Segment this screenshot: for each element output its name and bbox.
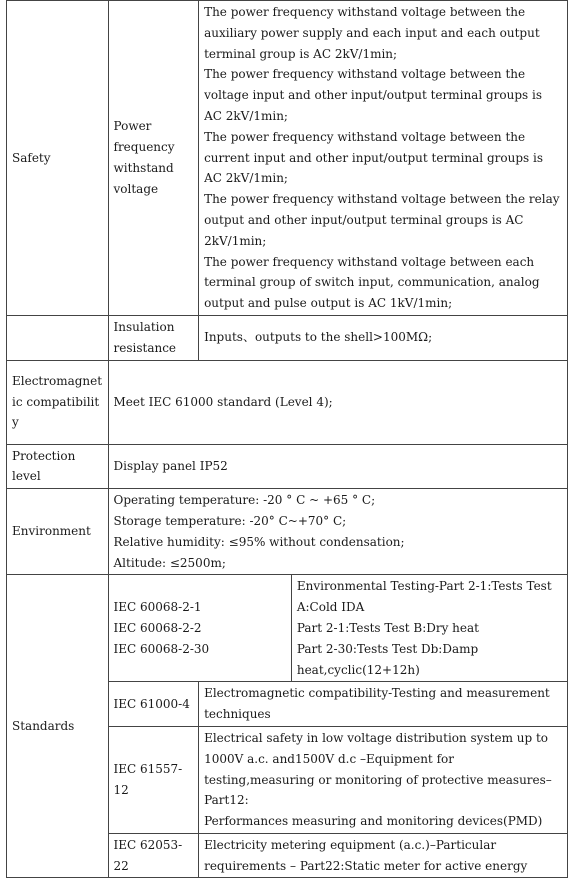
iec60068-codes [108,575,291,682]
standard-code: IEC 60068-2-30 [113,641,210,656]
category-protection: Protection level [7,444,109,489]
standard-code: IEC 60068-2-2 [113,620,202,635]
environment-line: Relative humidity: ≤95% without condensation; [113,534,405,549]
table-row [7,360,568,444]
iec62053-code: IEC 62053-22 [108,833,199,878]
category-environment: Environment [7,489,109,575]
environment-line: Storage temperature: -20° C~+70° C; [113,513,347,528]
table-row [7,315,568,360]
safety-description [199,1,568,316]
iec60068-description [291,575,567,682]
sub-insulation-resistance: Insulation resistance [108,315,199,360]
standard-desc-line: Part 2-30:Tests Test Db:Damp heat,cyclic(12+12h) [296,641,479,677]
standard-desc-line: Environmental Testing-Part 2-1:Tests Test A:Cold IDA [296,579,552,615]
category-safety: Safety [7,1,109,316]
emc-value: Meet IEC 61000 standard (Level 4); [108,360,568,444]
category-standards: Standards [7,575,109,878]
insulation-value: Inputs、outputs to the shell>100MΩ; [199,315,568,360]
iec62053-description: Electricity metering equipment (a.c.)–Particular requirements – Part22:Static meter for active energy [199,833,568,878]
protection-value: Display panel IP52 [108,444,568,489]
iec61000-description: Electromagnetic compatibility-Testing and measurement techniques [199,682,568,727]
iec61557-code: IEC 61557-12 [108,726,199,833]
standard-desc-line: Part 2-1:Tests Test B:Dry heat [296,620,479,635]
iec61557-description [199,726,568,833]
safety-line: The power frequency withstand voltage between each terminal group of switch input, communication, analog output and pulse output is AC 1kV/1min; [204,254,540,311]
standard-desc-line: Electrical safety in low voltage distribution system up to 1000V a.c. and1500V d.c –Equipment for testing,measuring or monitoring of protective measures– Part12: [204,730,552,808]
sub-power-frequency: Power frequency withstand voltage [108,1,199,316]
table-row [7,1,568,316]
iec61000-code: IEC 61000-4 [108,682,199,727]
safety-line: The power frequency withstand voltage between the auxiliary power supply and each input and each output terminal group is AC 2kV/1min; [204,5,540,61]
environment-line: Operating temperature: -20 ° C ~ +65 ° C; [113,493,376,508]
safety-line: The power frequency withstand voltage between the current input and other input/output terminal groups is AC 2kV/1min; [204,129,543,186]
environment-line: Altitude: ≤2500m; [113,555,226,570]
table-row [7,575,568,682]
spec-table [6,0,568,878]
table-row [7,489,568,575]
empty-cell [7,315,109,360]
environment-values [108,489,568,575]
category-emc: Electromagnetic compatibility [7,360,109,444]
safety-line: The power frequency withstand voltage between the voltage input and other input/output terminal groups is AC 2kV/1min; [204,67,543,123]
safety-line: The power frequency withstand voltage between the relay output and other input/output terminal groups is AC 2kV/1min; [204,192,560,248]
standard-code: IEC 60068-2-1 [113,600,202,615]
table-row [7,444,568,489]
standard-desc-line: Performances measuring and monitoring devices(PMD) [204,814,543,829]
